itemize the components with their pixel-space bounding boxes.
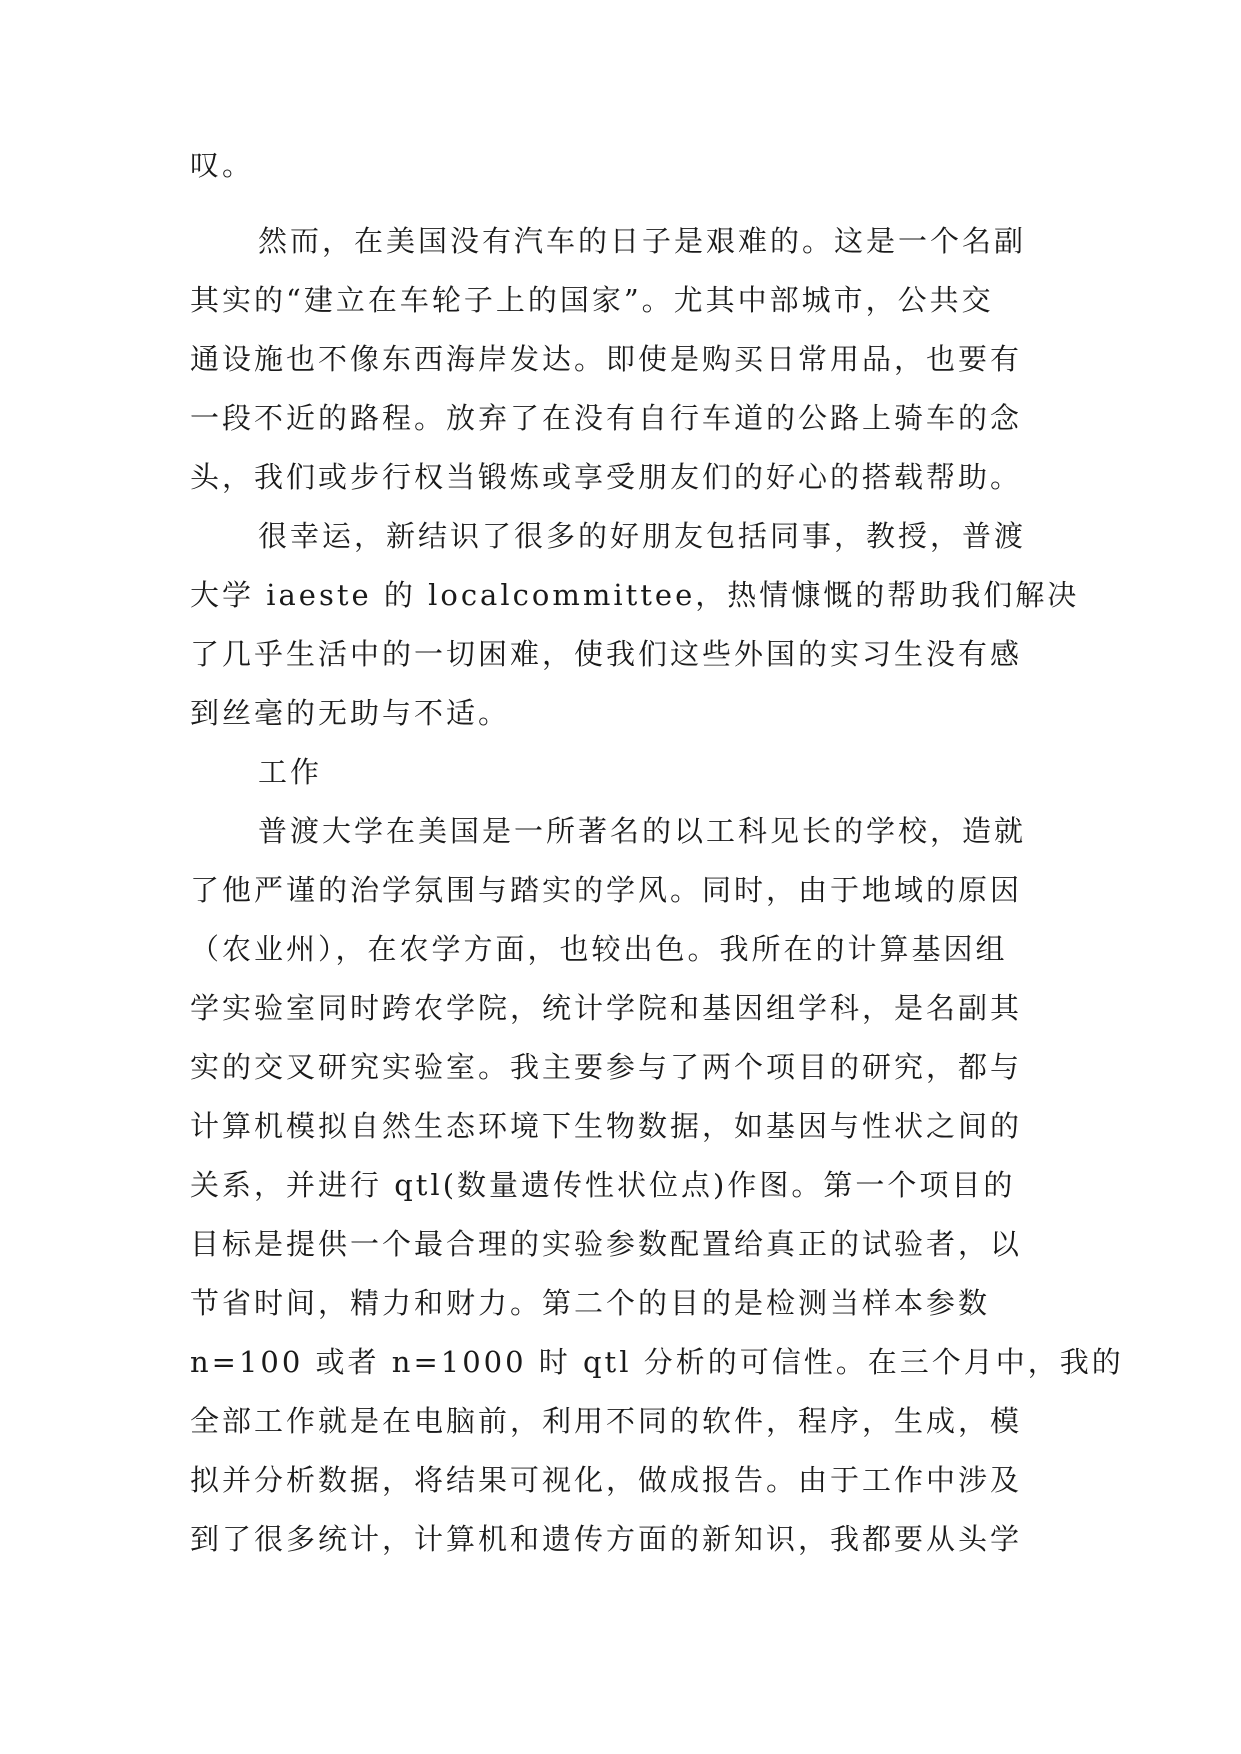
text-line: 通设施也不像东西海岸发达。即使是购买日常用品，也要有 [190,342,1023,376]
text-line: 其实的“建立在车轮子上的国家”。尤其中部城市，公共交 [190,283,994,317]
text-line: 叹。 [190,148,255,182]
paragraph-first-line: 很幸运，新结识了很多的好朋友包括同事，教授，普渡 [258,519,1027,553]
text-line: 一段不近的路程。放弃了在没有自行车道的公路上骑车的念 [190,401,1023,435]
section-heading: 工作 [258,755,323,789]
text-line: 关系，并进行 qtl(数量遗传性状位点)作图。第一个项目的 [190,1168,1016,1202]
text-line: 节省时间，精力和财力。第二个的目的是检测当样本参数 [190,1286,991,1320]
text-line: 头，我们或步行权当锻炼或享受朋友们的好心的搭载帮助。 [190,460,1023,494]
text-line: n=100 或者 n=1000 时 qtl 分析的可信性。在三个月中，我的 [190,1345,1124,1379]
text-line: 到了很多统计，计算机和遗传方面的新知识，我都要从头学 [190,1522,1023,1556]
text-line: 拟并分析数据，将结果可视化，做成报告。由于工作中涉及 [190,1463,1023,1497]
text-line: 大学 iaeste 的 localcommittee，热情慷慨的帮助我们解决 [190,578,1080,612]
text-line: 学实验室同时跨农学院，统计学院和基因组学科，是名副其 [190,991,1023,1025]
text-line: 实的交叉研究实验室。我主要参与了两个项目的研究，都与 [190,1050,1023,1084]
paragraph-first-line: 然而，在美国没有汽车的日子是艰难的。这是一个名副 [258,224,1027,258]
text-line: 目标是提供一个最合理的实验参数配置给真正的试验者，以 [190,1227,1023,1261]
paragraph-first-line: 普渡大学在美国是一所著名的以工科见长的学校，造就 [258,814,1027,848]
text-line: 全部工作就是在电脑前，利用不同的软件，程序，生成，模 [190,1404,1023,1438]
text-line: 到丝毫的无助与不适。 [190,696,511,730]
text-line: （农业州），在农学方面，也较出色。我所在的计算基因组 [190,932,1008,966]
text-line: 了他严谨的治学氛围与踏实的学风。同时，由于地域的原因 [190,873,1023,907]
text-line: 了几乎生活中的一切困难，使我们这些外国的实习生没有感 [190,637,1023,671]
text-line: 计算机模拟自然生态环境下生物数据，如基因与性状之间的 [190,1109,1023,1143]
